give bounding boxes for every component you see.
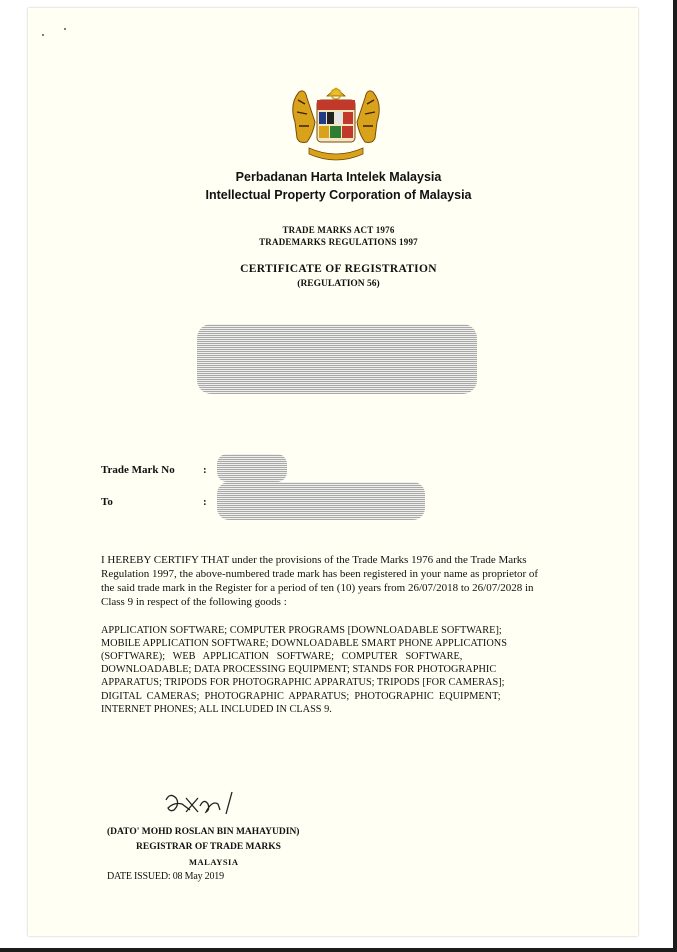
redacted-proprietor [217,482,425,520]
redacted-trade-mark-no [217,454,287,482]
goods-line: APPARATUS; TRIPODS FOR PHOTOGRAPHIC APPARATUS; TRIPODS [FOR CAMERAS]; [101,677,505,688]
org-name-english: Intellectual Property Corporation of Malaysia [205,188,472,202]
scan-speck [42,34,44,36]
certify-line: I HEREBY CERTIFY THAT under the provisions of the Trade Marks 1976 and the Trade Marks [101,554,527,566]
goods-line: MOBILE APPLICATION SOFTWARE; DOWNLOADABLE SMART PHONE APPLICATIONS [101,638,507,649]
certify-line: Regulation 1997, the above-numbered trade mark has been registered in your name as proprietor of [101,568,539,580]
goods-line: DIGITAL CAMERAS; PHOTOGRAPHIC APPARATUS; PHOTOGRAPHIC EQUIPMENT; [101,691,501,702]
field-colon: : [203,496,207,508]
to-label: To [101,496,113,508]
field-colon: : [203,464,207,476]
scan-speck [64,28,66,30]
act-title: TRADE MARKS ACT 1976 [282,225,395,235]
certificate-title: CERTIFICATE OF REGISTRATION [240,263,437,275]
goods-line: (SOFTWARE); WEB APPLICATION SOFTWARE; COMPUTER SOFTWARE, [101,651,463,662]
certify-line: Class 9 in respect of the following goods : [101,596,287,608]
coat-of-arms-icon [285,82,387,162]
redacted-trademark [197,324,477,394]
handwritten-signature [160,786,260,822]
certificate-subtitle: (REGULATION 56) [297,279,380,289]
org-name-malay: Perbadanan Harta Intelek Malaysia [235,170,442,184]
registrar-name: (DATO' MOHD ROSLAN BIN MAHAYUDIN) [107,827,300,837]
goods-line: DOWNLOADABLE; DATA PROCESSING EQUIPMENT; STANDS FOR PHOTOGRAPHIC [101,664,497,675]
date-issued: DATE ISSUED: 08 May 2019 [107,871,224,882]
registrar-role: REGISTRAR OF TRADE MARKS [136,842,281,852]
registrar-country: MALAYSIA [189,857,239,867]
goods-line: APPLICATION SOFTWARE; COMPUTER PROGRAMS [DOWNLOADABLE SOFTWARE]; [101,625,502,636]
goods-line: INTERNET PHONES; ALL INCLUDED IN CLASS 9. [101,704,332,715]
trade-mark-no-label: Trade Mark No [101,464,175,476]
certify-line: the said trade mark in the Register for a period of ten (10) years from 26/07/2018 to 26/07/2028 in [101,582,534,594]
regulations-title: TRADEMARKS REGULATIONS 1997 [259,237,418,247]
